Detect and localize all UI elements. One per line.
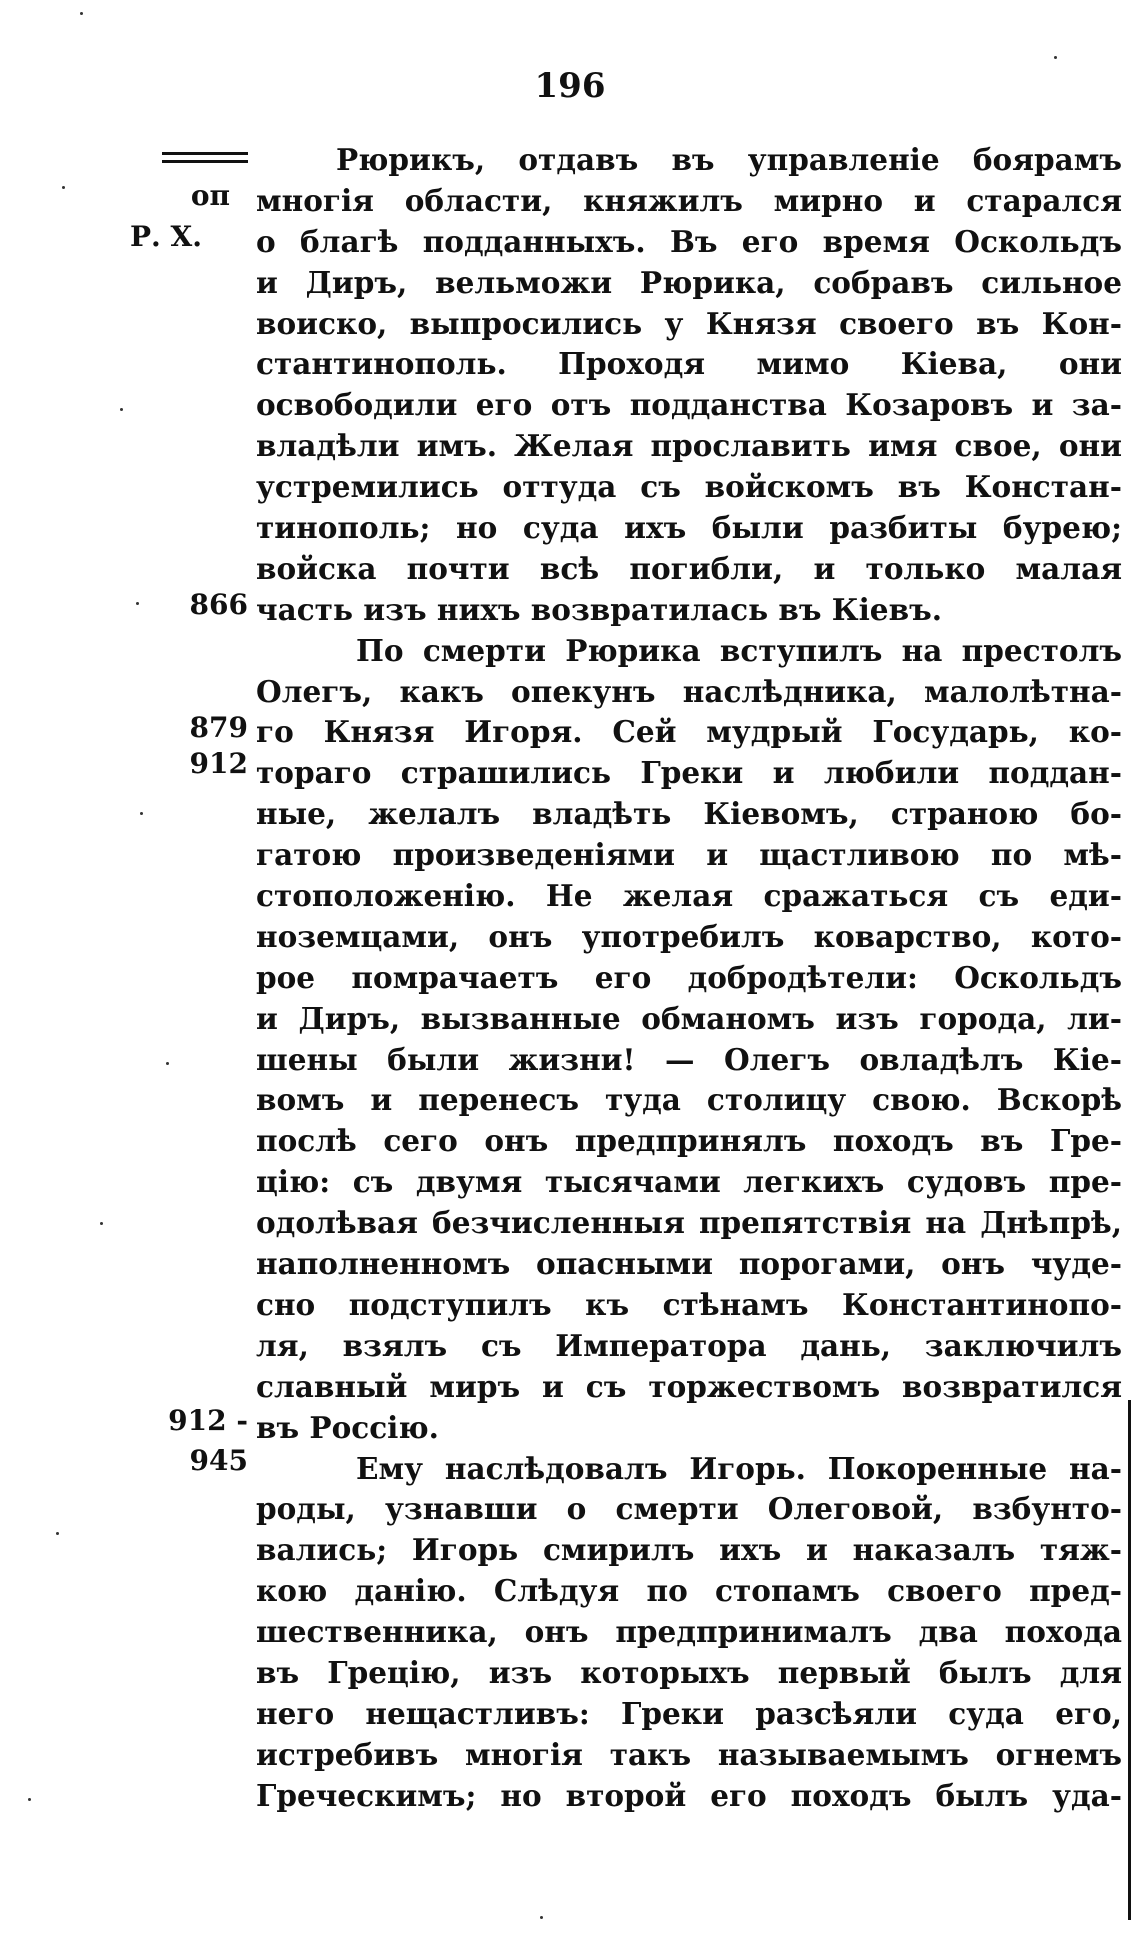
body-text xyxy=(256,140,1122,1817)
print-speck xyxy=(540,1916,543,1919)
text-line: го Князя Игоря. Сей мудрый Государь, ко- xyxy=(256,714,1122,750)
print-speck xyxy=(1054,56,1057,59)
margin-note-year-945: 945 xyxy=(189,1444,248,1477)
text-line: владѣли имъ. Желая прославить имя свое, они xyxy=(256,428,1122,464)
margin-note-year-912b: 912 - xyxy=(168,1404,248,1437)
text-line: кою данію. Слѣдуя по стопамъ своего пред- xyxy=(256,1573,1122,1609)
text-line: вомъ и перенесъ туда столицу свою. Вскорѣ xyxy=(256,1082,1122,1118)
margin-note-year-866: 866 xyxy=(189,588,248,621)
text-line: одолѣвая безчисленныя препятствія на Днѣпрѣ, xyxy=(256,1205,1122,1241)
text-line: и Диръ, вызванные обманомъ изъ города, ли- xyxy=(256,1000,1122,1036)
text-line: рое помрачаетъ его добродѣтели: Оскольдъ xyxy=(256,959,1122,995)
margin-note-year-879: 879 xyxy=(189,711,248,744)
text-line: него нещастливъ: Греки разсѣяли суда его, xyxy=(256,1695,1122,1731)
text-line: стантинополь. Проходя мимо Кіева, они xyxy=(256,346,1122,382)
text-line: тораго страшились Греки и любили поддан- xyxy=(256,755,1122,791)
text-line: въ Россію. xyxy=(256,1409,439,1445)
text-line: славный миръ и съ торжествомъ возвратился xyxy=(256,1368,1122,1404)
text-line: ноземцами, онъ употребилъ коварство, кото- xyxy=(256,918,1122,954)
text-line: вались; Игорь смирилъ ихъ и наказалъ тяж- xyxy=(256,1532,1122,1568)
text-line: стоположенію. Не желая сражаться съ еди- xyxy=(256,878,1122,914)
print-speck xyxy=(100,1222,103,1225)
text-line: сно подступилъ къ стѣнамъ Константинопо- xyxy=(256,1286,1122,1322)
text-line: устремились оттуда съ войскомъ въ Констан- xyxy=(256,469,1122,505)
text-line: Греческимъ; но второй его походъ былъ уда- xyxy=(256,1777,1122,1813)
binding-edge-rule xyxy=(1128,1400,1131,1920)
text-line: Ему наслѣдовалъ Игорь. Покоренные на- xyxy=(356,1450,1122,1486)
text-line: войска почти всѣ погибли, и только малая xyxy=(256,550,1122,586)
text-line: Рюрикъ, отдавъ въ управленіе боярамъ xyxy=(336,142,1122,177)
text-line: цію: съ двумя тысячами легкихъ судовъ пре- xyxy=(256,1164,1122,1200)
text-line: роды, узнавши о смерти Олеговой, взбунто- xyxy=(256,1491,1122,1527)
margin-note-year-912: 912 xyxy=(189,747,248,780)
text-line: въ Грецію, изъ которыхъ первый былъ для xyxy=(256,1654,1122,1690)
text-line: истребивъ многія такъ называемымъ огнемъ xyxy=(256,1736,1122,1772)
print-speck xyxy=(80,12,83,15)
text-line: многія области, княжилъ мирно и старался xyxy=(256,182,1122,218)
text-line: Олегъ, какъ опекунъ наслѣдника, малолѣтна- xyxy=(256,673,1122,709)
text-line: часть изъ нихъ возвратилась въ Кіевъ. xyxy=(256,591,942,627)
text-line: ля, взялъ съ Императора дань, заключилъ xyxy=(256,1327,1122,1363)
text-line: освободили его отъ подданства Козаровъ и за- xyxy=(256,387,1122,423)
text-line: наполненномъ опасными порогами, онъ чуде- xyxy=(256,1246,1122,1282)
margin-note-before-christ-2: Р. Х. xyxy=(130,220,203,253)
text-line: шественника, онъ предпринималъ два похода xyxy=(256,1614,1122,1650)
text-line: шены были жизни! — Олегъ овладѣлъ Кіе- xyxy=(256,1041,1122,1077)
print-speck xyxy=(56,1532,59,1535)
print-speck xyxy=(140,812,143,815)
print-speck xyxy=(166,1062,169,1065)
text-line: послѣ сего онъ предпринялъ походъ въ Гре- xyxy=(256,1123,1122,1159)
print-speck xyxy=(136,602,139,605)
text-line: и Диръ, вельможи Рюрика, собравъ сильное xyxy=(256,264,1122,300)
print-speck xyxy=(28,1798,31,1801)
print-speck xyxy=(62,186,65,189)
text-line: о благѣ подданныхъ. Въ его время Оскольдъ xyxy=(256,223,1122,259)
text-line: гатою произведеніями и щастливою по мѣ- xyxy=(256,837,1122,873)
margin-note-before-christ-1: оп xyxy=(190,179,230,212)
text-line: тинополь; но суда ихъ были разбиты бурею; xyxy=(256,510,1122,546)
print-speck xyxy=(120,408,123,411)
text-line: воиско, выпросились у Князя своего въ Кон- xyxy=(256,305,1122,341)
text-line: ные, желалъ владѣть Кіевомъ, страною бо- xyxy=(256,796,1122,832)
header-rule-top xyxy=(162,152,248,155)
header-rule-bottom xyxy=(162,160,248,163)
text-line: По смерти Рюрика вступилъ на престолъ xyxy=(356,632,1122,668)
page-number: 196 xyxy=(534,66,606,106)
